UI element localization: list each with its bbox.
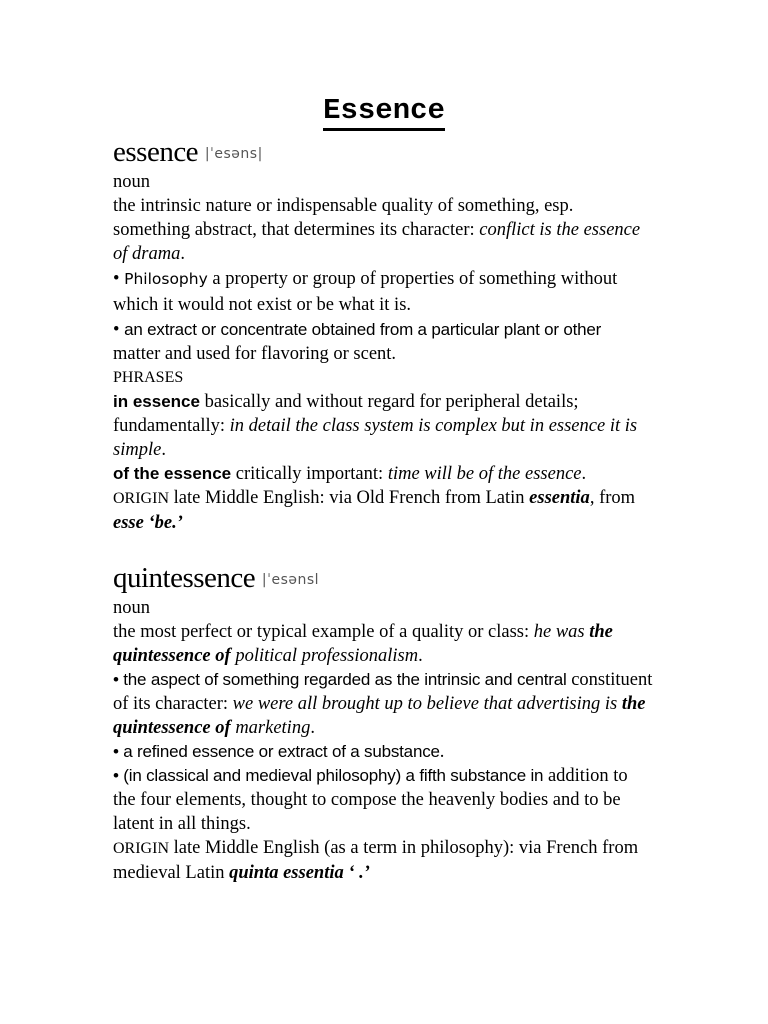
- headword: quintessence: [113, 562, 256, 594]
- headword: essence: [113, 136, 199, 168]
- phrase-of-the-essence: of the essence critically important: time will be of the essence.: [113, 464, 587, 484]
- sense-refined: • a refined essence or extract of a substance.: [113, 742, 445, 762]
- headword-line: [113, 136, 653, 170]
- sense-fifth-substance: • (in classical and medieval philosophy) a fifth substance in addition to the four elements, thought to compose the heavenly bodies and to be latent in all things.: [113, 766, 628, 834]
- entry-essence: [113, 136, 653, 535]
- sense-philosophy: • Philosophy a property or group of properties of something without which it would not exist or be what it is.: [113, 269, 618, 315]
- part-of-speech: noun: [113, 172, 150, 192]
- page-title: Essence: [0, 94, 768, 128]
- sense-aspect: • the aspect of something regarded as the intrinsic and central constituent of its character: we were all brought up to believe that advertising is the quintessence of marketing.: [113, 670, 653, 738]
- origin: ORIGIN late Middle English (as a term in philosophy): via French from medieval Latin quinta essentia ‘ .’: [113, 838, 639, 883]
- definition-1: the most perfect or typical example of a quality or class: he was the quintessence of political professionalism.: [113, 622, 613, 666]
- definition-1: the intrinsic nature or indispensable quality of something, esp. something abstract, that determines its character: conflict is the essence of drama.: [113, 196, 641, 264]
- pronunciation: |ˈesəns|: [204, 146, 263, 162]
- phrase-in-essence: in essence basically and without regard for peripheral details; fundamentally: in detail the class system is complex but in essence it is simple.: [113, 392, 638, 460]
- subject-label: Philosophy: [124, 270, 208, 288]
- phrases-label: PHRASES: [113, 369, 184, 386]
- part-of-speech: noun: [113, 598, 150, 618]
- entry-quintessence: [113, 562, 653, 885]
- origin: ORIGIN late Middle English: via Old French from Latin essentia, from esse ‘be.’: [113, 488, 636, 533]
- example: conflict is the essence of drama: [113, 220, 641, 264]
- pronunciation: |ˈesənsl: [261, 572, 320, 588]
- headword-line: [113, 562, 653, 596]
- sense-extract: • an extract or concentrate obtained from a particular plant or other matter and used for flavoring or scent.: [113, 320, 602, 364]
